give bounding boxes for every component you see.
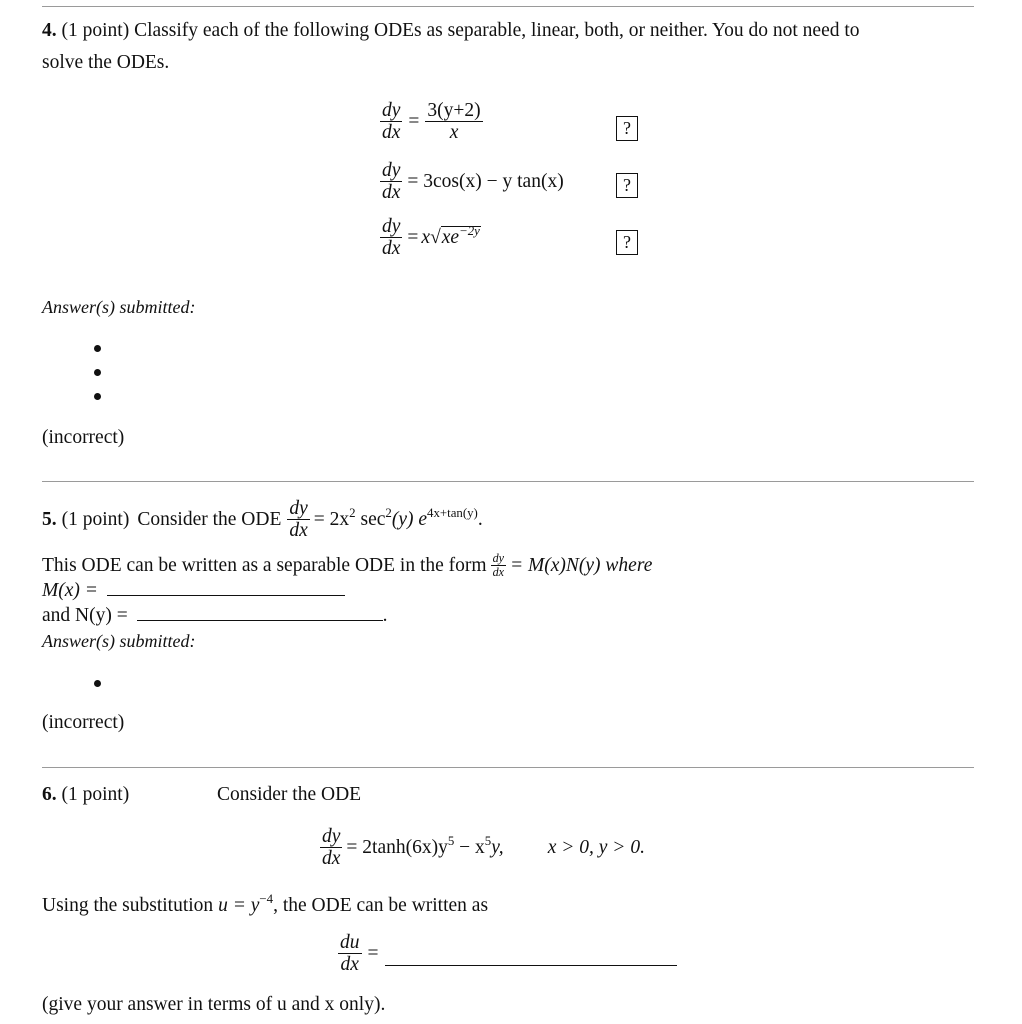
top-divider: [42, 6, 974, 7]
q4-status: (incorrect): [42, 427, 125, 448]
q5-ode-rhs: = $2x^2$ $\sec^2(y)$ $e^{4x+tan(y)}$.: [313, 505, 483, 530]
q6-prompt: Consider the ODE: [217, 784, 362, 805]
q6-du-dx-input[interactable]: [385, 951, 677, 966]
dy-dx-fraction: $\frac{dy}{dx}$: [382, 100, 401, 144]
dy-dx-fraction: $\frac{dy}{dx}$: [382, 160, 401, 204]
q4-prompt: [42, 20, 860, 42]
q6-substitution-text: Using the substitution $u = y^{-4}$, the ODE can be written as: [42, 892, 489, 916]
q4-eq3-classification-select[interactable]: ?: [616, 230, 638, 255]
q4-equation-1: [378, 100, 485, 143]
dy-dx-fraction: $\frac{dy}{dx}$: [322, 826, 341, 870]
q5-answers-label: Answer(s) submitted:: [42, 631, 196, 651]
q5-q6-divider: [42, 767, 974, 768]
q4-answer-bullet-2: [94, 369, 101, 376]
radical-content: $xe^{-2y}$: [441, 224, 480, 249]
q5-line2-text: This ODE can be written as a separable ODE in the form: [42, 554, 487, 576]
q5-points: (1 point): [61, 508, 130, 530]
q6-du-dx-row: [336, 932, 677, 975]
q6-header: [42, 784, 129, 806]
q5-status: (incorrect): [42, 712, 125, 733]
q4-eq1-classification-select[interactable]: ?: [616, 116, 638, 141]
q4-eq1-numerator: 3(y+2): [427, 100, 481, 121]
q4-equation-2: [378, 160, 564, 203]
q5-mx-label: M(x) =: [42, 580, 98, 601]
dy-dx-fraction: $\frac{dy}{dx}$: [382, 216, 401, 260]
q4-prompt-line1: Classify each of the following ODEs as separable, linear, both, or neither. You do not need to: [134, 20, 860, 41]
q5-prompt: [42, 498, 483, 541]
dy-dx-fraction: $\frac{dy}{dx}$: [289, 498, 308, 542]
q6-conditions: x > 0, y > 0.: [547, 836, 645, 858]
q4-prompt-line2: solve the ODEs.: [42, 52, 170, 73]
small-dy-dx-fraction: $\frac{dy}{dx}$: [492, 551, 504, 580]
q4-number: 4.: [42, 20, 57, 41]
q5-line2-rhs: = M(x)N(y) where: [509, 554, 653, 576]
q5-prompt-text: Consider the ODE: [137, 508, 282, 530]
q4-answer-bullet-1: [94, 345, 101, 352]
q5-ny-label: and N(y) =: [42, 605, 128, 626]
equals-sign: =: [408, 110, 420, 132]
q5-answer-bullet-1: [94, 680, 101, 687]
q6-ode-rhs: = $2\tanh(6x)y^5 - x^5y$,: [346, 833, 504, 858]
du-dx-fraction: $\frac{du}{dx}$: [340, 932, 360, 976]
equals-sign: =: [367, 942, 379, 964]
q5-ny-input[interactable]: [137, 606, 383, 621]
q4-eq2-rhs: = 3cos(x) − y tan(x): [407, 170, 564, 192]
q4-answer-bullet-3: [94, 393, 101, 400]
q4-answers-label: Answer(s) submitted:: [42, 297, 196, 317]
q5-number: 5.: [42, 508, 57, 530]
q4-eq2-classification-select[interactable]: ?: [616, 173, 638, 198]
q4-eq1-denominator: x: [449, 122, 459, 144]
q5-ny-row: and N(y) = .: [42, 605, 388, 626]
q5-mx-row: [42, 580, 345, 602]
q6-ode: [318, 826, 645, 869]
q4-eq1-rhs-fraction: [425, 100, 482, 143]
q4-equation-3: $\frac{dy}{dx}$ = x √ $xe^{-2y}$: [382, 216, 480, 260]
q4-q5-divider: [42, 481, 974, 482]
q4-points: (1 point): [61, 20, 130, 41]
q5-mx-input[interactable]: [107, 581, 345, 596]
q5-line2: [42, 552, 652, 579]
q6-closing-text: (give your answer in terms of u and x only).: [42, 994, 386, 1015]
q6-number: 6.: [42, 784, 57, 805]
q6-points: (1 point): [61, 784, 130, 805]
